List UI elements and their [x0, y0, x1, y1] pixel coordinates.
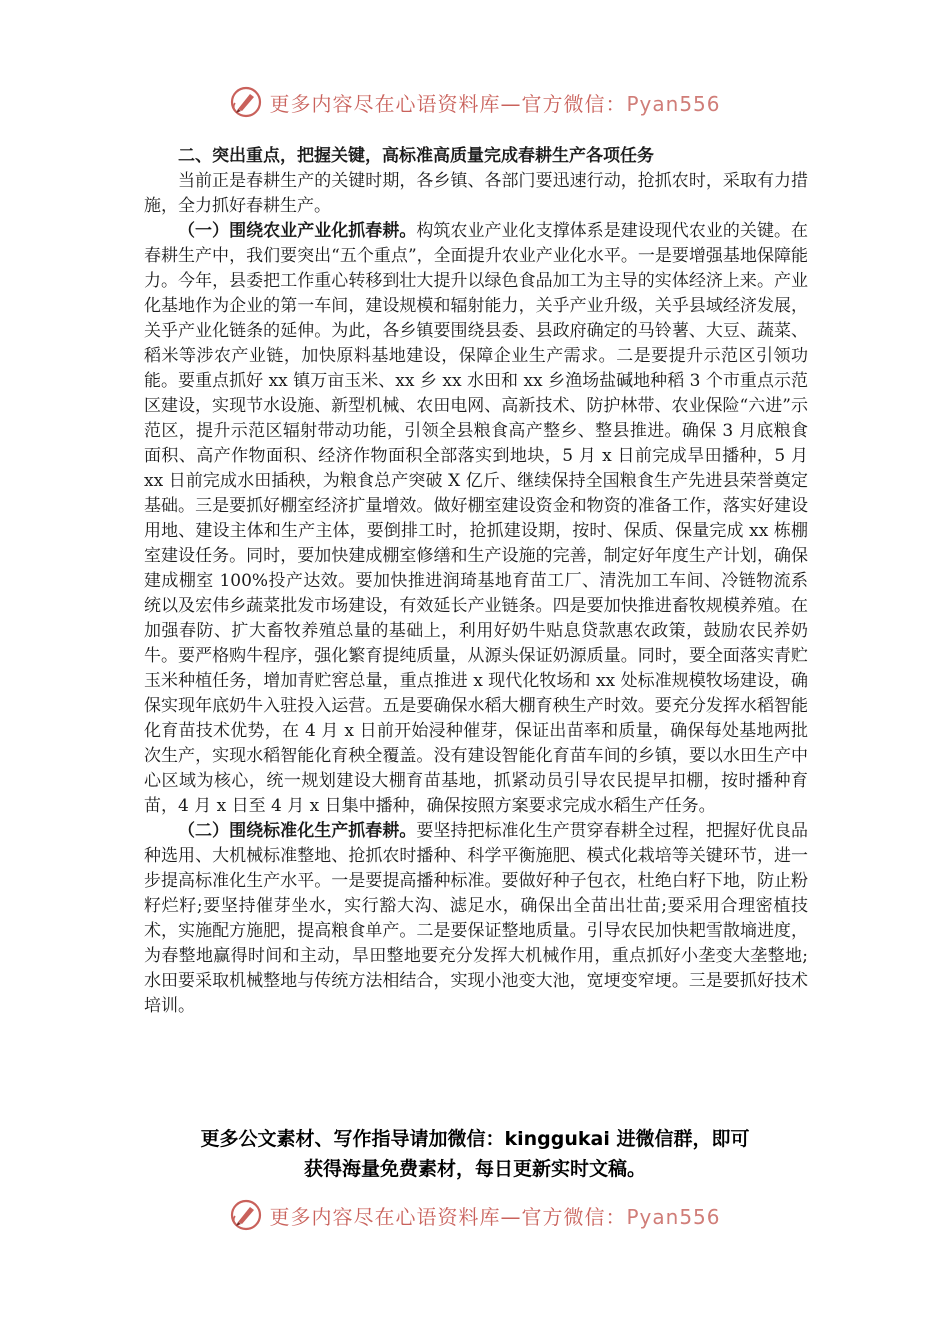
footer-line-1: 更多公文素材、写作指导请加微信：kinggukai 进微信群，即可 [200, 1128, 750, 1150]
section2-paragraph [144, 819, 808, 1019]
section-heading: 二、突出重点，把握关键，高标准高质量完成春耕生产各项任务 [178, 146, 654, 166]
section1-paragraph [144, 219, 808, 819]
banner-text: 更多内容尽在心语资料库—官方微信：Pyan556 [269, 91, 721, 116]
document-body [144, 144, 808, 1019]
section1-body: 构筑农业产业化支撑体系是建设现代农业的关键。在春耕生产中，我们要突出“五个重点”，全面提升农业产业化水平。一是要增强基地保障能力。今年，县委把工作重心转移到壮大提升以绿色食品加工为主导的实体经济上来。产业化基地作为企业的第一车间，建设规模和辐射能力，关乎产业升级，关乎县域经济发展，关乎产业化链条的延伸。为此，各乡镇要围绕县委、县政府确定的马铃薯、大豆、蔬菜、稻米等涉农产业链，加快原料基地建设，保障企业生产需求。二是要提升示范区引领功能。要重点抓好 xx 镇万亩玉米、xx 乡 xx 水田和 xx 乡渔场盐碱地种稻 3 个市重点示范区建设，实现节水设施、新型机械、农田电网、高新技术、防护林带、农业保险“六进”示范区，提升示范区辐射带动功能，引领全县粮食高产整乡、整县推进。确保 3 月底粮食面积、高产作物面积、经济作物面积全部落实到地块，5 月 x 日前完成旱田播种，5 月 xx 日前完成水田插秧，为粮食总产突破 X 亿斤、继续保持全国粮食生产先进县荣誉奠定基础。三是要抓好棚室经济扩量增效。做好棚室建设资金和物资的准备工作，落实好建设用地、建设主体和生产主体，要倒排工时，抢抓建设期，按时、保质、保量完成 xx 栋棚室建设任务。同时，要加快建成棚室修缮和生产设施的完善，制定好年度生产计划，确保建成棚室 100%投产达效。要加快推进润琦基地育苗工厂、清洗加工车间、冷链物流系统以及宏伟乡蔬菜批发市场建设，有效延长产业链条。四是要加快推进畜牧规模养殖。在加强春防、扩大畜牧养殖总量的基础上，利用好奶牛贴息贷款惠农政策，鼓励农民养奶牛。要严格购牛程序，强化繁育提纯质量，从源头保证奶源质量。同时，要全面落实青贮玉米种植任务，增加青贮窖总量，重点推进 x 现代化牧场和 xx 处标准规模牧场建设，确保实现年底奶牛入驻投入运营。五是要确保水稻大棚育秧生产时效。要充分发挥水稻智能化育苗技术优势，在 4 月 x 日前开始浸种催芽，保证出苗率和质量，确保每处基地两批次生产，实现水稻智能化育秧全覆盖。没有建设智能化育苗车间的乡镇，要以水田生产中心区域为核心，统一规划建设大棚育苗基地，抓紧动员引导农民提早扣棚，按时播种育苗，4 月 x 日至 4 月 x 日集中播种，确保按照方案要求完成水稻生产任务。 [144, 221, 809, 816]
header-banner [0, 82, 950, 122]
section1-title: （一）围绕农业产业化抓春耕。 [178, 221, 417, 241]
banner-text: 更多内容尽在心语资料库—官方微信：Pyan556 [269, 1204, 721, 1229]
footer-line-2: 获得海量免费素材，每日更新实时文稿。 [303, 1158, 646, 1180]
section2-title: （二）围绕标准化生产抓春耕。 [178, 821, 417, 841]
intro-paragraph: 当前正是春耕生产的关键时期，各乡镇、各部门要迅速行动，抢抓农时，采取有力措施，全力抓好春耕生产。 [144, 171, 808, 216]
footer-banner [0, 1195, 950, 1235]
logo-icon [229, 1198, 263, 1232]
logo-icon [229, 85, 263, 119]
footer-promo [0, 1124, 950, 1184]
section2-body: 要坚持把标准化生产贯穿春耕全过程，把握好优良品种选用、大机械标准整地、抢抓农时播种、科学平衡施肥、模式化栽培等关键环节，进一步提高标准化生产水平。一是要提高播种标准。要做好种子包衣，杜绝白籽下地，防止粉籽烂籽;要坚持催芽坐水，实行豁大沟、滤足水，确保出全苗出壮苗;要采用合理密植技术，实施配方施肥，提高粮食单产。二是要保证整地质量。引导农民加快耙雪散墒进度，为春整地赢得时间和主动，旱田整地要充分发挥大机械作用，重点抓好小垄变大垄整地;水田要采取机械整地与传统方法相结合，实现小池变大池，宽埂变窄埂。三是要抓好技术培训。 [144, 821, 809, 1016]
